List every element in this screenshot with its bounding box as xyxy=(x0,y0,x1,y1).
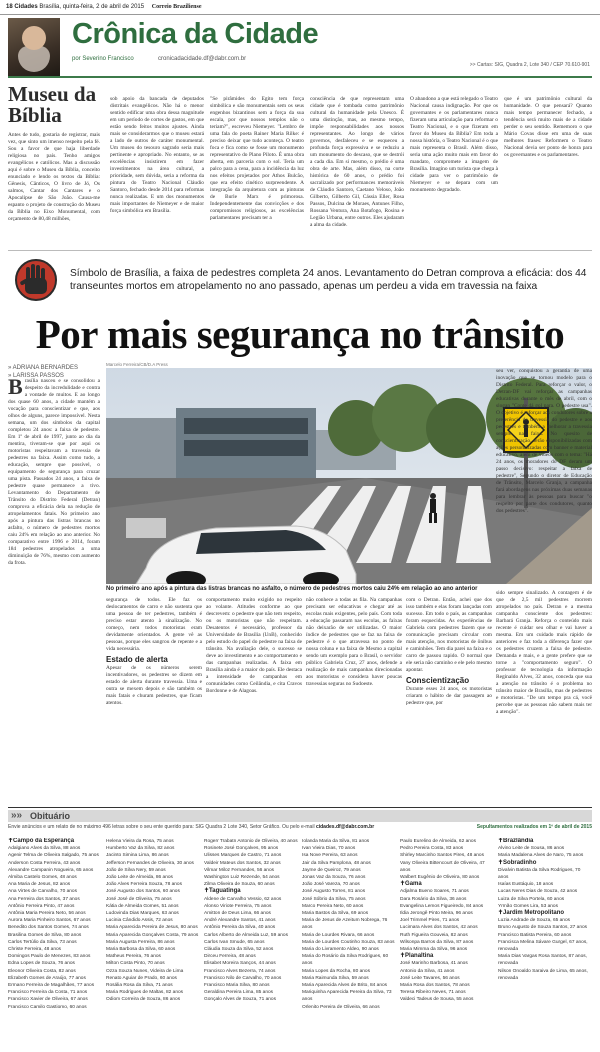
columnist-email: cronicadacidade.df@dabr.com.br xyxy=(158,56,247,62)
obituary-entry: Lucimara Alves dos Santos, 42 anos xyxy=(400,925,478,931)
caption-bold: No primeiro ano após a pintura das listras brancas no asfalto, o número de pedestres mortos caiu 24% em relação ao ano anterior xyxy=(106,586,478,592)
obituary-info xyxy=(8,824,592,831)
obituary-entry: Maria de Jesus de Azeitum Nobrega, 76 anos xyxy=(302,918,388,931)
obituary-list xyxy=(400,838,494,881)
obituary-email[interactable]: cidades.df@dabr.com.br xyxy=(315,824,375,830)
article-text: rasília nasceu e se consolidou a despeito da incredulidade e contra a vontade de muitos. E ao longo dos quase 60 anos, a cidade mantém a vocação para conscientizar e que, aos olhos de alguns, parece impossível. Nesta semana, um dos símbolos da capital completou 24 anos: a faixa de pedestre. Em 1º de abril de 1997, junto ao dia da mentira, tiveram-se que por aqui os motoristas respeitavam a travessia de pedestres na faixa. Assim como tudo, a educação, sempre que possível, o equipamento de segurança para cruzar uma pista. Passados 24 anos, a faixa de pedestre quase permanece a tivo. Levantamento do Departamento de Trânsito do Distrito Federal (Detran) comprova a eficácia dela na redução de atropelamentos fatais. No primeiro ano após a pintura das listras brancas no asfalto, o número de pedestres mortos caiu 24% em relação ao ano anterior. No comparativo entre 1996 e 2014, foram 184 pedestres atropelados a uma diminuição de 76%, mesmo com aumento da frota. xyxy=(8,378,100,566)
obituary-entry: Pedro Pereira Costa, 83 anos xyxy=(400,846,464,852)
obituary-entry: Carlos Tertúlio da Silva, 73 anos xyxy=(8,939,77,945)
obituary-entry: Valdeci Tadeus de Sousa, 55 anos xyxy=(400,997,474,1003)
obituary-entry: Divalvin Batista da Silva Rodrigues, 70 anos xyxy=(498,867,581,881)
traffic-banner xyxy=(8,250,592,309)
obituary-entry: Antônio Ferreira Pinto, 47 anos xyxy=(8,903,75,909)
obituary-entry: Matheus Pereira, 76 anos xyxy=(106,954,161,960)
obituary-entry: Francisco Maria Silva, 80 anos xyxy=(204,983,270,989)
obituary-entry: Joel Trimmel Pires, 71 anos xyxy=(400,918,460,924)
article-column-low-4 xyxy=(406,597,492,807)
subheading: Estado de alerta xyxy=(106,655,168,664)
obituary-entry: Luzia Andrade de Souza, 65 anos xyxy=(498,918,571,924)
obituary-list xyxy=(400,960,494,1003)
obituary-entry: Brasilina Gomes de Silva, 80 anos xyxy=(8,932,82,938)
obituary-entry: Adjalma Bueno Soares, 71 anos xyxy=(400,889,469,895)
photo-credit: Marcelo Ferreira/CB/D.A Press xyxy=(106,362,168,367)
article-text: Apesar de os números serem incentivadores, os pedestres se dizem em estado de alerta durante travessia. Uma e outra se mexem depois e são também os mais fatais e churam pedestres, que ficam atentos. xyxy=(106,665,202,706)
obituary-entry: Isaías Eustáquio, 18 anos xyxy=(498,882,554,888)
article-text: Durante esses 24 anos, os motoristas criaram o hábito de dar passagem ao pedestre que, por xyxy=(406,686,492,706)
obituary-entry: Maria Aparecida Gonçalves Costa, 79 anos xyxy=(106,932,199,938)
obituary-column-3 xyxy=(204,838,298,1048)
obituary-entry: Maria do Rosário da Silva Rodrigues, 60 anos xyxy=(302,954,389,967)
obituary-entry: Wilsonpa Barros da Silva, 87 anos xyxy=(400,939,474,945)
obituary-column-5 xyxy=(400,838,494,1048)
obituary-entry: Elisabet Moreira Sanços, 44 anos xyxy=(204,961,276,967)
obituary-entry: José Leite Tavares, 56 anos xyxy=(400,975,460,981)
obituary-entry: João Alves Ferreira Souza, 78 anos xyxy=(106,882,182,888)
cemetery-name: ✝ Gama xyxy=(400,881,494,888)
obituary-entry: Teresa Ribeiro Neves, 71 anos xyxy=(400,990,466,996)
obituary-entry: José José de Oliveira, 75 anos xyxy=(106,896,172,902)
obituary-entry: Rosália Rosa da Silva, 71 anos xyxy=(106,983,173,989)
obituary-title: Obituário xyxy=(30,811,70,821)
obituary-entry: Francisco Alves Bezerra, 74 anos xyxy=(204,968,276,974)
obituary-entry: Francisco Xavier de Oliveira, 67 anos xyxy=(8,997,88,1003)
article-column-low-1 xyxy=(106,597,202,807)
obituary-entry: Carlos Ivan Smude, 65 anos xyxy=(204,939,265,945)
article-column-3: "Se pirâmides do Egito tem força simbólica e são monumentais sem os seus engenhos bizantinos sem a força da sua escala, por que nossos templos não o teriam?", escreveu Niemeyer. "Lembro de uma fala do poeta Rainer Maria Rilke: é preciso deixar que tudo aconteça. O teatro foca e fica como se fosse um monumento representativo do Plano Piloto. É uma obra aberta, em parceria com o sol. Teria um palco para a cena, para a incidência da luz nos efeitos projetados por Athos Bulcão, que era efeito cinético surpreendente. A integração da arquitetura com as pinturas de Burle Marx é primorosa. Independentemente das convicções e dos compromissos religiosos, as excelências parlamentares precisam ter a xyxy=(210,96,304,221)
obituary-entry: João Leite de Almeida, 86 anos xyxy=(106,875,173,881)
obituary-entry: Mariquinha Aparecida Pereira da Silva, 73 anos xyxy=(302,990,392,1003)
column-article-title: Museu da Bíblia xyxy=(8,82,97,127)
obituary-entry: Aurora Maria Pinheiro Santos, 67 anos xyxy=(8,918,91,924)
obituary-list xyxy=(498,845,592,859)
article-column-low-3: não conhece a todas as fila. Na campanhas precisam ser educativas e chegar até as escolas mais exigentes, pelo país. Com toda a educação passaram nas escolas, as faixas não deixarão de ser utilizadas. O maior índice de pedestres que se faz na faixa de pedestre é o que atravessa no ponto de nossa coluna e na faixa de Mesmo a capital sendo um exemplo para o Brasil, o servidor público Gabriela Cruz, 27 anos, defende a realização de mais campanhas direcionadas aos motoristas e considera haver poucas travessias seguras no Sudoeste. xyxy=(306,597,402,687)
obituary-entry: Cláudia Souza da Silva, 52 anos xyxy=(204,947,274,953)
cemetery-name: ✝ Brazlândia xyxy=(498,838,592,845)
obituary-entry: Alexandre Campanin Nogueira, 65 anos xyxy=(8,867,94,873)
obituary-entry: Odiom Correira de Souza, 86 anos xyxy=(106,997,181,1003)
obituary-entry: Jefferson Fernandes de Oliveira, 30 anos xyxy=(106,860,194,866)
obituary-entry: Jacinto Simina Lima, 86 anos xyxy=(106,853,169,859)
obituary-entry: Anderson Costa Ferreira, 43 anos xyxy=(8,860,81,866)
obituary-entry: Jonas Vaz da Souza, 76 anos xyxy=(302,875,366,881)
obituary-entry: Francisco Batista Pereira, 60 anos xyxy=(498,932,572,938)
section-name: Cidades xyxy=(14,4,38,10)
article-column-6: que é um patrimônio cultural da humanidade. O que pensará? Quanto mais tempo permanecer fechado, a tendência será muito mais de a cidade perder o seu sentido. Rememoro o que Mário Covas disse em uma de suas melhores frases: Reformem o Teatro Nacional devia ser ponto de honra para os governantes e os parlamentares. xyxy=(504,96,592,158)
obituary-entry: Ulisses Marques de Castro, 71 anos xyxy=(204,853,282,859)
newspaper-name: Correio Braziliense xyxy=(151,4,202,10)
page-header-strip xyxy=(0,0,600,15)
obituary-entry: Ozza Souza Nunes, Videira de Lima xyxy=(106,968,184,974)
article-column-low-2: comportamento muito exigido no respeito ao volante. Atitudes conforme ao que descrevem: o pedestre que não tem respeito, ou os motoristas que não respeitam. Desatentos é necessário, professor da Universidade de Brasília (UnB), conhecido pelo estudo do papel do pedestre na faixa de trânsito. Na avaliação dele, o sucesso se deve ao investimento e ao comportamento e das campanhas realizadas. A faixa em Brasília ainda é a maior do país. Ele destaca a intensidade de campanhas em comunidades como Ceilândia, e cita Cravos Bordonne e de Alagoas. xyxy=(206,597,302,694)
obituary-entry: Geraldina Pereira Lima, 85 anos xyxy=(204,990,274,996)
obituary-entry: Nilson Onoaldo Saraiva de Lima, 65 anos, renovada xyxy=(498,968,588,981)
obituary-entry: Ildia Jerongê Pinto Meira, 96 anos xyxy=(400,911,473,917)
obituary-entry: Bruno Augusto de Souza Santos, 27 anos xyxy=(498,925,588,931)
obituary-entry: João de Silva Nery, 59 anos xyxy=(106,867,166,873)
obituary-entry: Yrmão Gomes Lira, 53 anos xyxy=(498,903,558,909)
main-article-column-1 xyxy=(8,378,100,750)
obituary-entry: Almiba Castelo Gomes, 48 anos xyxy=(8,875,77,881)
obituary-entry: Ludovinda Dias Marques, 63 anos xyxy=(106,911,179,917)
article-text: com o Detran. Então, achei que dos isso também e elas foram lançadas com sucesso. Em todo o país, as campanhas foram esquecidas. As experiências de Gabriela com pedestres fazem que se comunicação precisam circular com mais atenção, nos motoristas de ônibus e caminhões. Tem dia parei na faixa e o carro de passou rapido. O normal que ele seria não caminho e ele pelo mesmo apontar. xyxy=(406,597,492,673)
obituary-list xyxy=(302,838,396,1011)
obituary-entry: André Alexandre Santos, 41 anos xyxy=(204,918,276,924)
obituary-list xyxy=(400,888,494,953)
obituary-entry: Maria Rosa dos Santos, 78 anos xyxy=(400,983,470,989)
obituary-entry: Maria Augusta Ferreira, 86 anos xyxy=(106,939,175,945)
obituary-entry: Vany Oliveira Bittencourt de Oliveira, 47 anos xyxy=(400,860,485,873)
obituary-header xyxy=(8,810,592,822)
cemetery-name: ✝ Planaltina xyxy=(400,953,494,960)
obituary-entry: Domingos Paulo de Menezes, 83 anos xyxy=(8,954,91,960)
stop-hand-icon xyxy=(14,258,58,302)
obituary-entry: Ana Ferreira dos Santos, 37 anos xyxy=(8,896,80,902)
obituary-entry: Alvino Leite de Sousa, 86 anos xyxy=(498,846,565,852)
obituary-entry: Maria Aparecida Pereira de Jesus, 80 anos xyxy=(106,925,198,931)
cemetery-name: ✝ Sobradinho xyxy=(498,860,592,867)
subheading: Conscientização xyxy=(406,676,470,685)
obituary-entry: Maria de Lourdes Rivara, 66 anos xyxy=(302,932,375,938)
obituary-entry: Iolanda Maria da Silva, 81 anos xyxy=(302,839,370,844)
main-headline: Por mais segurança no trânsito xyxy=(35,311,565,357)
obituary-column-6 xyxy=(498,838,592,1048)
obituary-entry: Lucinia Cândido Assis, 72 anos xyxy=(106,918,173,924)
column-header xyxy=(8,18,592,78)
letters-address: >> Cartas: SIG, Quadra 2, Lote 340 / CEP 70.610-901 xyxy=(469,62,590,68)
banner-text: Símbolo de Brasília, a faixa de pedestres completa 24 anos. Levantamento do Detran comprova a eficácia: dos 44 transeuntes mortos em atropelamento no ano passado, apenas um perdeu a vida em travessia na faixa xyxy=(70,268,587,292)
obituary-entry: Antônia Maria Pereira Neto, 56 anos xyxy=(8,911,86,917)
obituary-entry: Elizabeth Gomes de Araújo, 77 anos xyxy=(8,975,86,981)
obituary-column-2 xyxy=(106,838,200,1048)
obituary-list xyxy=(498,867,592,910)
obituary-entry: Milton Costa Pinto, 70 anos xyxy=(106,961,165,967)
obituary-entry: Zilma Oliveira de Souza, 60 anos xyxy=(204,882,275,888)
obituary-entry: Shirley Marcinho Santos Pires, 48 anos xyxy=(400,853,484,859)
obituary-entry: Valdeir Mateus dos Santos, 32 anos xyxy=(204,860,281,866)
obituary-entry: Maria Raimunda Silva, 59 anos xyxy=(302,975,369,981)
article-text: segurança de todos. Ele faz os deslocamentos de carro e não sustenta que uma pessoa de ter pedestres, também é preciso estar atento à sinalização. No começo, nem todos motoristas eram devidamente orientados. A gente vê as pessoas, porque eles sangrou de repente e a vida necessária. xyxy=(106,597,202,652)
cemetery-name: ✝ Campo da Esperança xyxy=(8,838,102,845)
columnist-photo xyxy=(8,18,60,76)
obituary-entry: Maria Dias Vargas Rosa Santos, 87 anos, renovada xyxy=(498,954,587,967)
obituary-entry: Ana Virtes de Carvalho, 70 anos xyxy=(8,889,77,895)
obituary-entry: Washington Luiz Rezende, 54 anos xyxy=(204,875,280,881)
obituary-entry: Maria do Livramento Aldeo, 90 anos xyxy=(302,947,379,953)
obituary-entry: Dirceu Ferreira, 48 anos xyxy=(204,954,256,960)
obituary-entry: Walbert Eugênio de Oliveira, 80 anos xyxy=(400,875,480,881)
obituary-entry: Ana Maria de Jesus, 82 anos xyxy=(8,882,71,888)
obituary-entry: Orlenito Pereira de Oliveira, 66 anos xyxy=(302,1004,380,1010)
obituary-entry: Rosinete José Gonçalves, 95 anos xyxy=(204,846,279,852)
obituary-entry: José Augusto dos Santos, 60 anos xyxy=(106,889,180,895)
obituary-entry: Agenir Telma de Oliveira Salgado, 75 anos xyxy=(8,853,99,859)
obituary-entry: Isa Nove Pereira, 63 anos xyxy=(302,853,358,859)
obituary-entry: Lucas Neres Dias de Souza, 42 anos xyxy=(498,889,578,895)
drop-cap: B xyxy=(8,378,23,399)
page-number: 18 xyxy=(6,4,13,10)
side-column-1: seu ver, conquistou a gerantia de uma inovação que se tornou modelo para o Distrito Federal. Para reforçar o valor, o Detran-DF vai reforçar as campanhas educativas durante o mês de abril, com o slogan "Conte dá gol para. O pedestre usa". O objetivo é reforçar aos condutores sobre a preferência de travessia do pedestre e aos pedestres e também a melhorar a travessia sempre na faixa. No quesito de conscientização, serão disponibilizadas com ações personalizadas com banner e material educativo, além de vídeos com o tema: "Há 24 anos, os moradores do DF deram um passo decisivo: respeitar a faixa de pedestre", Segundo o diretor de Educação de Trânsito, Marcelo Granja, a campanha fará abordagens nas próximas duas semanas para lembrar às pessoas para buscar "o respeito por parte dos condutores, quanto dos pedestres". xyxy=(496,368,592,514)
obituary-entry: Evangelina Lemos Figueiredo, 84 anos xyxy=(400,903,484,909)
obituary-entry: Francisco Camilo Gastiomo, 60 anos xyxy=(8,1004,87,1010)
obituary-column-4 xyxy=(302,838,396,1048)
column-title: Crônica da Cidade xyxy=(72,18,319,50)
columnist-byline: por Severino Francisco xyxy=(72,56,134,62)
obituary-entry: Antônio Pereira da Silva, 40 anos xyxy=(204,925,276,931)
article-column-5: O abandono a que está relegado o Teatro Nacional causa indignação. Por que os governantes e os parlamentares nunca fizeram uma articulação para reformar o Teatro Nacional, e o que fizeram em favor do Museu da Bíblia? Em toda a nossa história, o Teatro Nacional é o que mais representa o Brasil. Além disso, seria uma ação muito mais em favor do mandato, compromete a imagem de Brasília. Imagino um turista que chega à cidade para ver o patrimônio de Niemeyer e se depara com um monumento degradado. xyxy=(410,96,498,193)
obituary-column-1 xyxy=(8,838,102,1048)
obituary-list xyxy=(498,917,592,982)
obituary-list xyxy=(8,845,102,1011)
obituary-list xyxy=(204,838,298,888)
obituary-entry: Maria Barbosa da Silva, 60 anos xyxy=(106,947,176,953)
cemetery-name: ✝ Taguatinga xyxy=(204,888,298,895)
obituary-entry: José Marinho Barbosa, 41 anos xyxy=(400,961,468,967)
obituary-entry: José Augusto Torres, 81 anos xyxy=(302,889,366,895)
obituary-entry: Marco Pereira Neto, 60 anos xyxy=(302,903,364,909)
obituary-entry: Carlos Alberto de Almeida Luz, 59 anos xyxy=(204,932,288,938)
obituary-entry: Maria de Lourdes Coutinho Souza, 83 anos xyxy=(302,939,395,945)
obituary-entry: Francisco Nilo de Carvalho, 70 anos xyxy=(204,975,282,981)
obituary-entry: Maria Mimma da Silva, 96 anos xyxy=(400,947,468,953)
obituary-entry: Maria Aparecida Alves de Brito, 84 anos xyxy=(302,983,388,989)
obituary-entry: José Sóbrio da Silva, 75 anos xyxy=(302,896,366,902)
obituary-entry: Francisca Melina Sávare Gurgel, 67 anos, renovada xyxy=(498,939,588,953)
obituary-entry: Vilmar Miloz Fernandes, 56 anos xyxy=(204,867,275,873)
obituary-entry: Aldene de Carvalho Vessio, 62 anos xyxy=(204,896,282,902)
obituary-entry: Paulo Eurelino de Almeida, 62 anos xyxy=(400,839,477,844)
obituary-entry: João José Vareza, 70 anos xyxy=(302,882,360,888)
obituary-entry: Maria Rodrigues de Maltas, 82 anos xyxy=(106,990,184,996)
obituary-entry: Christe Ferreira, 48 anos xyxy=(8,947,62,953)
cemetery-name: ✝ Jardim Metropolitano xyxy=(498,910,592,917)
side-column-2: sido sempre sinalizado. A contagem é de que de 2,5 mil pedestres morrem atropelados no país. Detran e a mesma campanha consciente dos pedestres: Barbará Granja. Reforça o conteúdo mais recente é cuidar seu olhar e vai haver a mesma. Em um cuidado mais rápido de anteriores e faz toda a diferença fazer que os pedestres cruzem a faixa de pedestre. Demanda e mais, e a gente prefere que se torne a "comportamento seguro". O professor de tecnologia da informação Reginaldo Alves, 32 anos, conceda que sua a atenção no trânsito é o problema no trânsito maior de Brasília, mas de pedestres e motoristas. "De um tempo pra cá, você percebe que as pessoas não sabem mais ter a atenção". xyxy=(496,590,592,715)
obituary-entry: Amitton de Deus Lima, 66 anos xyxy=(204,911,271,917)
obituary-entry: Ivan Vieira Dias, 70 anos xyxy=(302,846,356,852)
burial-date-note: Sepultamentos realizados em 1º de abril de 2015 xyxy=(476,824,592,830)
obituary-entry: Edna Lopes de Souza, 76 anos xyxy=(8,961,75,967)
obituary-entry: Adalgiano Alves da Silva, 88 anos xyxy=(8,846,81,852)
author-name: » LARISSA PASSOS xyxy=(8,373,64,379)
obituary-entry: Jair da Silva Pamplona, 48 anos xyxy=(302,860,371,866)
obituary-entry: Maria Lopes da Rocha, 80 anos xyxy=(302,968,370,974)
obituary-entry: Rogerr Trabatn Antonio de Oliveira, 40 anos xyxy=(204,839,298,844)
obituary-entry: Eleonor Oliveira Costa, 82 anos xyxy=(8,968,76,974)
obituary-entry: Humberto Vaz da Silva, 82 anos xyxy=(106,846,175,852)
obituary-instructions: Envie anúncios e um relato de no máximo 496 letras sobre o seu ente querido para: SIG Quadra 2 Lote 340, Setor Gráfico. Ou pelo e-mail xyxy=(8,824,315,830)
obituary-entry: Maria Madalena Alves de Naro, 75 anos xyxy=(498,853,584,859)
article-column-4: consciência de que representam uma cidade que é tombada como patrimônio cultural da humanidade pela Unesco. É uma distinção, mas, ao mesmo tempo, impõe responsabilidades aos nossos representantes. Ao longo de vários governos, desfaleceu e se esqueceu a profunda força expressiva e se reduziu a um monumento do descaso, que se destrói a cada dia. Em si mesmo, o prédio é uma obra de arte. Mas, além disso, na corte histórica de 60 anos, o prédio foi sacralizado por performances memoráveis de Cláudio Santoro, Caetano Veloso, João Gilberto, Gilberto Gil, Cássia Eller, Rosa Passos, Dulcina de Moraes, Antunes Filho, Rossana Ventura, Ana Botafogo, Rosina e Legião Urbana, entre outros. Eles ajudaram a alma da cidade. xyxy=(310,96,404,228)
obituary-entry: Luiza de Silva Portela, 60 anos xyxy=(498,896,565,902)
obituary-entry: Jayme de Queiroz, 79 anos xyxy=(302,867,361,873)
obituary-entry: Kátia de Almeida Gomes, 51 anos xyxy=(106,903,179,909)
obituary-entry: Alonso Viriote Ferreira, 75 anos xyxy=(204,903,272,909)
author-name: » ADRIANA BERNARDES xyxy=(8,365,79,371)
obituary-entry: Helena Vieira da Rosa, 75 anos xyxy=(106,839,174,844)
obituary-entry: Benedito dos Santos Gomes, 74 anos xyxy=(8,925,89,931)
obituary-entry: Ruth Figueira Gouveia, 82 anos xyxy=(400,932,468,938)
obituary-entry: Dara Rosário da Silva, 36 anos xyxy=(400,896,467,902)
article-column-1: Antes de tudo, gostaria de registrar, mais vez, que sinto um imenso respeito pela fé. Sou a favor de que haja liberdade religiosa no país. Tenho amigos evangélicos e católicos. Mas a discussão aqui é sobre o Museu da Bíblia, conceito enunciado e lendo os textos da Bíblia: Gênesis, Cânticos, O livro de Jó, Os salmos, Cantar dos Cantares e o Apocalipse de São João. Causa-me espanto o projeto de construção do Museu da Bíblia no Eixo Monumental, com orçamento de 80,48 milhões, xyxy=(8,132,100,222)
obituary-list xyxy=(204,896,298,1004)
double-chevron-icon: »» xyxy=(11,810,23,821)
obituary-entry: Antonio da Silva, 41 anos xyxy=(400,968,455,974)
obituary-entry: Renato Aguiar de Prado, 60 anos xyxy=(106,975,177,981)
obituary-list xyxy=(106,838,200,1004)
obituary-entry: Maria Bastos da Silva, 69 anos xyxy=(302,911,369,917)
obituary-entry: Francisco Ferreira da Costa, 71 anos xyxy=(8,990,88,996)
obituary-entry: Ermano Ferreira de Magalhães, 77 anos xyxy=(8,983,95,989)
obituary-entry: Gonçalo Alves de Souza, 71 anos xyxy=(204,997,277,1003)
article-column-2: sob apoio da bancada de deputados distritais evangélicos. Não há o menor sentido edificar uma obra dessa magnitude em um período de cortes de gastos, em que estão sendo feitos muitos ajustes. Ainda mais se considerarmos que o museu estará a lado de outros de caráter monumental. Um museu do tesouro sagrado seria mais pertinente e apropriado. No entanto, se as excelências insistirem em fazer investimentos na área cultural, a prioridade, sem dúvida, seria a reforma da pintura do Teatro Nacional Cláudio Santoro, fechado desde 2014 para reformas nunca realizadas. E um dos monumentos mais importantes de Niemeyer e de maior força simbólica em Brasília. xyxy=(110,96,204,214)
section-divider xyxy=(8,807,592,808)
edition-date: Brasília, quinta-feira, 2 de abril de 2015 xyxy=(39,4,145,10)
